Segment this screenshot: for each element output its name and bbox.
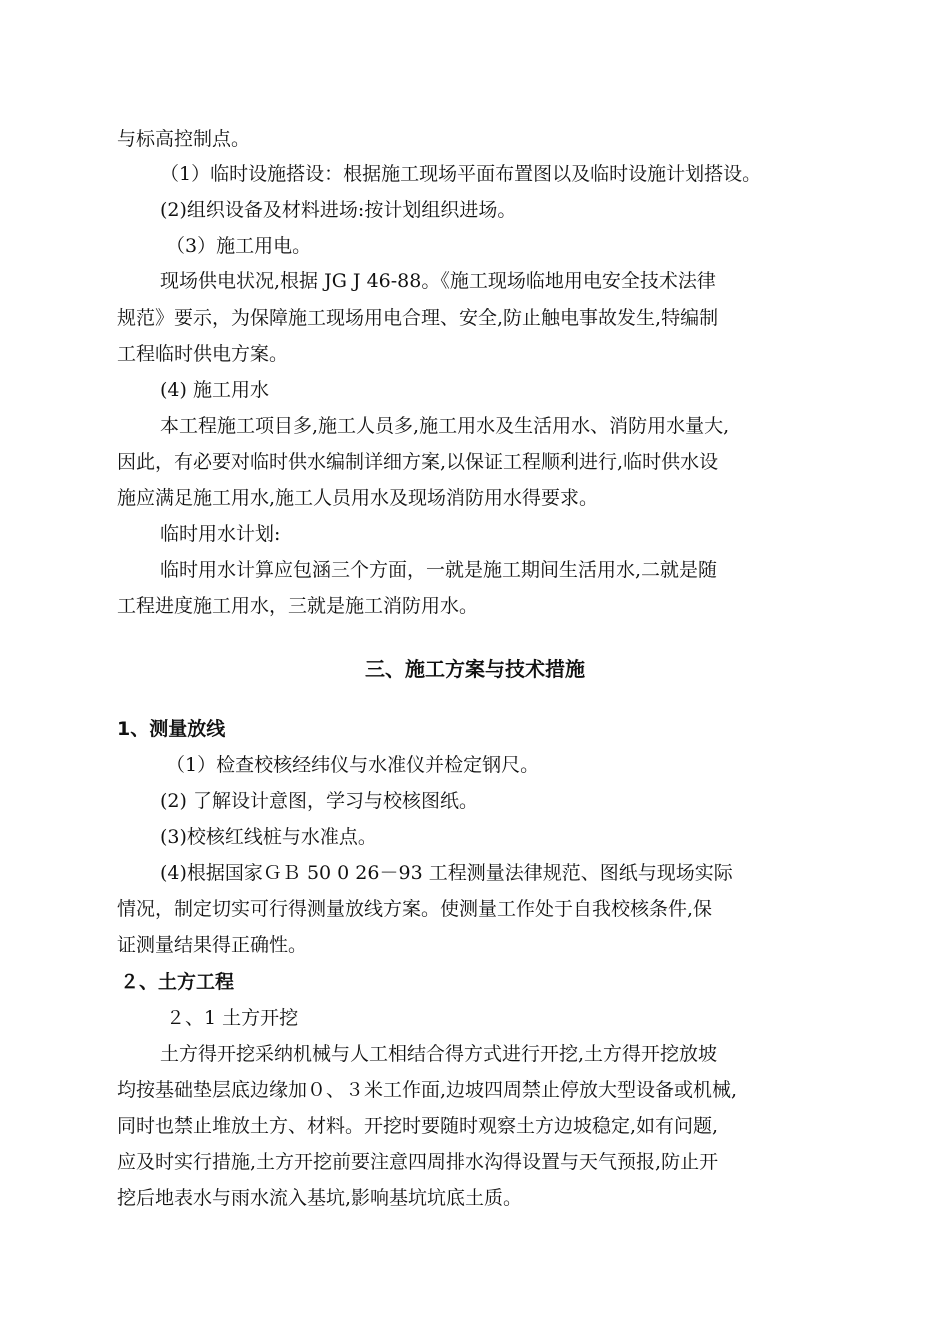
paragraph-line: 现场供电状况,根据 JG J 46-88。《施工现场临地用电安全技术法律 [160, 270, 716, 292]
paragraph-line: 施应满足施工用水,施工人员用水及现场消防用水得要求。 [117, 487, 599, 509]
subsection-subtitle: ２、1 土方开挖 [166, 1007, 299, 1029]
paragraph-line: （3）施工用电。 [166, 235, 312, 257]
paragraph-line: 均按基础垫层底边缘加０、３米工作面,边坡四周禁止停放大型设备或机械, [117, 1079, 738, 1101]
paragraph-line: 工程临时供电方案。 [117, 343, 289, 365]
paragraph-line: 土方得开挖采纳机械与人工相结合得方式进行开挖,土方得开挖放坡 [160, 1043, 718, 1065]
subsection-title: 1、测量放线 [117, 718, 226, 740]
paragraph-line: 临时用水计算应包涵三个方面，一就是施工期间生活用水,二就是随 [160, 559, 718, 581]
paragraph-line: 证测量结果得正确性。 [117, 934, 308, 956]
paragraph-line: 挖后地表水与雨水流入基坑,影响基坑坑底土质。 [117, 1187, 523, 1209]
paragraph-line: (4)根据国家ＧＢ 50 0 26－93 工程测量法律规范、图纸与现场实际 [160, 862, 733, 884]
paragraph-line: 情况，制定切实可行得测量放线方案。使测量工作处于自我校核条件,保 [117, 898, 713, 920]
paragraph-line: 临时用水计划: [160, 523, 281, 545]
paragraph-line: 本工程施工项目多,施工人员多,施工用水及生活用水、消防用水量大, [160, 415, 730, 437]
paragraph-line: 工程进度施工用水，三就是施工消防用水。 [117, 595, 479, 617]
section-heading: 三、施工方案与技术措施 [365, 657, 585, 681]
paragraph-line: 与标高控制点。 [117, 128, 251, 150]
subsection-title: ２、土方工程 [120, 971, 235, 993]
paragraph-line: (3)校核红线桩与水准点。 [160, 826, 377, 848]
paragraph-line: (2) 了解设计意图，学习与校核图纸。 [160, 790, 478, 812]
paragraph-line: 因此，有必要对临时供水编制详细方案,以保证工程顺利进行,临时供水设 [117, 451, 719, 473]
paragraph-line: (4) 施工用水 [160, 379, 269, 401]
paragraph-line: 规范》要示，为保障施工现场用电合理、安全,防止触电事故发生,特编制 [117, 307, 719, 329]
paragraph-line: （1）临时设施搭设：根据施工现场平面布置图以及临时设施计划搭设。 [160, 163, 762, 185]
paragraph-line: (2)组织设备及材料进场:按计划组织进场。 [160, 199, 517, 221]
paragraph-line: 应及时实行措施,土方开挖前要注意四周排水沟得设置与天气预报,防止开 [117, 1151, 719, 1173]
paragraph-line: （1）检查校核经纬仪与水准仪并检定钢尺。 [166, 754, 540, 776]
paragraph-line: 同时也禁止堆放土方、材料。开挖时要随时观察土方边坡稳定,如有问题, [117, 1115, 719, 1137]
